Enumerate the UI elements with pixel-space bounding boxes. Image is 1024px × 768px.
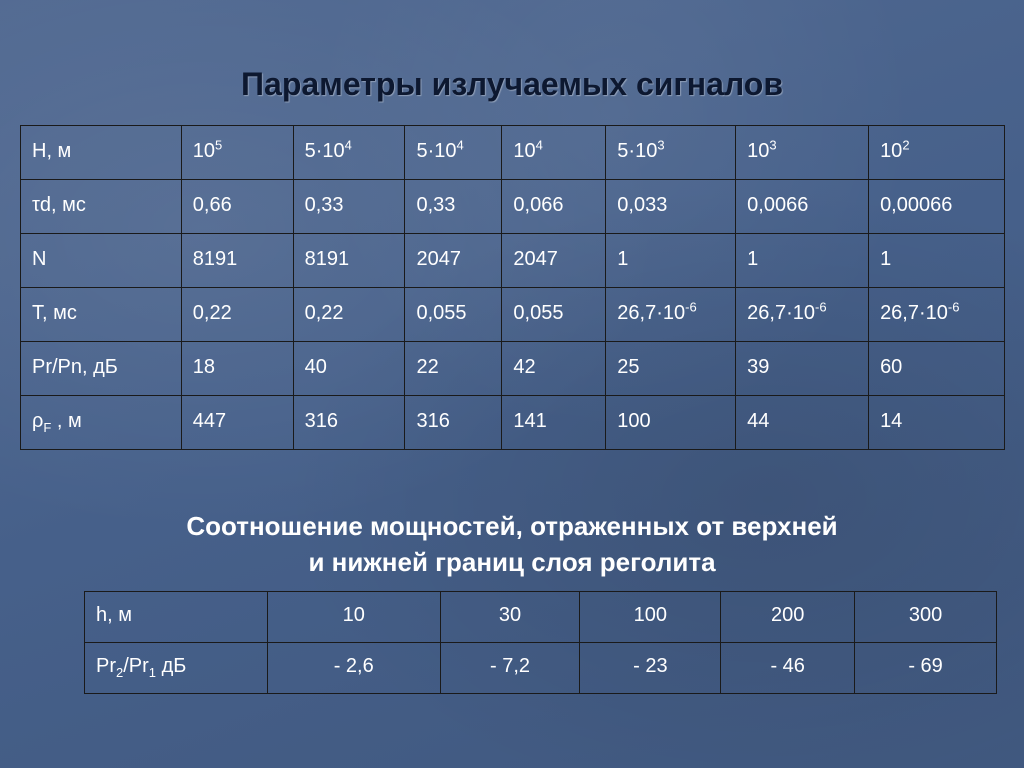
table-cell: 300 — [855, 592, 997, 643]
row-label-rho: $\rho_F$ , м — [21, 396, 182, 450]
table-row — [21, 126, 1005, 180]
table-cell: 8191 — [181, 234, 293, 288]
table-row — [85, 643, 997, 694]
row-label-depth: h, м — [85, 592, 268, 643]
table-cell: 447 — [181, 396, 293, 450]
section-subtitle — [0, 508, 1024, 580]
table-cell: $10^5$ — [181, 126, 293, 180]
table-cell: $26,7\cdot 10^{-6}$ — [869, 288, 1005, 342]
table-cell: 141 — [502, 396, 606, 450]
table-cell: 0,00066 — [869, 180, 1005, 234]
table-cell: 2047 — [502, 234, 606, 288]
table-cell: 44 — [736, 396, 869, 450]
row-label-tau: τd, мс — [21, 180, 182, 234]
row-label-power-ratio: $Pr_2/Pr_1$ дБ — [85, 643, 268, 694]
table-cell: $10^2$ — [869, 126, 1005, 180]
table-cell: 18 — [181, 342, 293, 396]
table-cell: 22 — [405, 342, 502, 396]
table-cell: 25 — [606, 342, 736, 396]
signal-parameters-table — [20, 125, 1005, 450]
table-cell: 0,66 — [181, 180, 293, 234]
table-row — [85, 592, 997, 643]
table-cell: 60 — [869, 342, 1005, 396]
table-cell: 0,33 — [405, 180, 502, 234]
table-cell: $5\cdot 10^4$ — [293, 126, 405, 180]
table-row — [21, 180, 1005, 234]
table-cell: 316 — [293, 396, 405, 450]
table-row — [21, 234, 1005, 288]
table-cell: 8191 — [293, 234, 405, 288]
table-cell: 1 — [606, 234, 736, 288]
table-cell: $5\cdot 10^3$ — [606, 126, 736, 180]
subtitle-line-1: Соотношение мощностей, отраженных от верхней — [186, 511, 838, 541]
table-cell: 42 — [502, 342, 606, 396]
table-cell: - 69 — [855, 643, 997, 694]
table-cell: 0,033 — [606, 180, 736, 234]
table-cell: 100 — [606, 396, 736, 450]
table-cell: 0,22 — [293, 288, 405, 342]
table-cell: $5\cdot 10^4$ — [405, 126, 502, 180]
power-ratio-table — [84, 591, 997, 694]
table-cell: 1 — [736, 234, 869, 288]
subtitle-line-2: и нижней границ слоя реголита — [308, 547, 716, 577]
table-cell: 40 — [293, 342, 405, 396]
table-cell: 1 — [869, 234, 1005, 288]
table-cell: 0,055 — [502, 288, 606, 342]
table-cell: 14 — [869, 396, 1005, 450]
table-cell: 39 — [736, 342, 869, 396]
table-cell: 100 — [580, 592, 721, 643]
table-cell: - 23 — [580, 643, 721, 694]
table-cell: 10 — [267, 592, 440, 643]
table-cell: 316 — [405, 396, 502, 450]
table-cell: 200 — [721, 592, 855, 643]
table-cell: 0,055 — [405, 288, 502, 342]
table-cell: $10^3$ — [736, 126, 869, 180]
table-cell: - 2,6 — [267, 643, 440, 694]
table-cell: 0,33 — [293, 180, 405, 234]
table-cell: 0,0066 — [736, 180, 869, 234]
table-cell: 30 — [440, 592, 580, 643]
table-cell: 2047 — [405, 234, 502, 288]
table-cell: - 46 — [721, 643, 855, 694]
table-row — [21, 396, 1005, 450]
row-label-n: N — [21, 234, 182, 288]
table-cell: $26,7\cdot 10^{-6}$ — [606, 288, 736, 342]
table-cell: 0,066 — [502, 180, 606, 234]
row-label-t: T, мс — [21, 288, 182, 342]
table-cell: - 7,2 — [440, 643, 580, 694]
table-cell: $26,7\cdot 10^{-6}$ — [736, 288, 869, 342]
table-cell: $10^4$ — [502, 126, 606, 180]
row-label-h: H, м — [21, 126, 182, 180]
slide-title: Параметры излучаемых сигналов — [241, 66, 783, 102]
table-row — [21, 342, 1005, 396]
table-row — [21, 288, 1005, 342]
table-cell: 0,22 — [181, 288, 293, 342]
row-label-pr-pn: Pr/Pn, дБ — [21, 342, 182, 396]
